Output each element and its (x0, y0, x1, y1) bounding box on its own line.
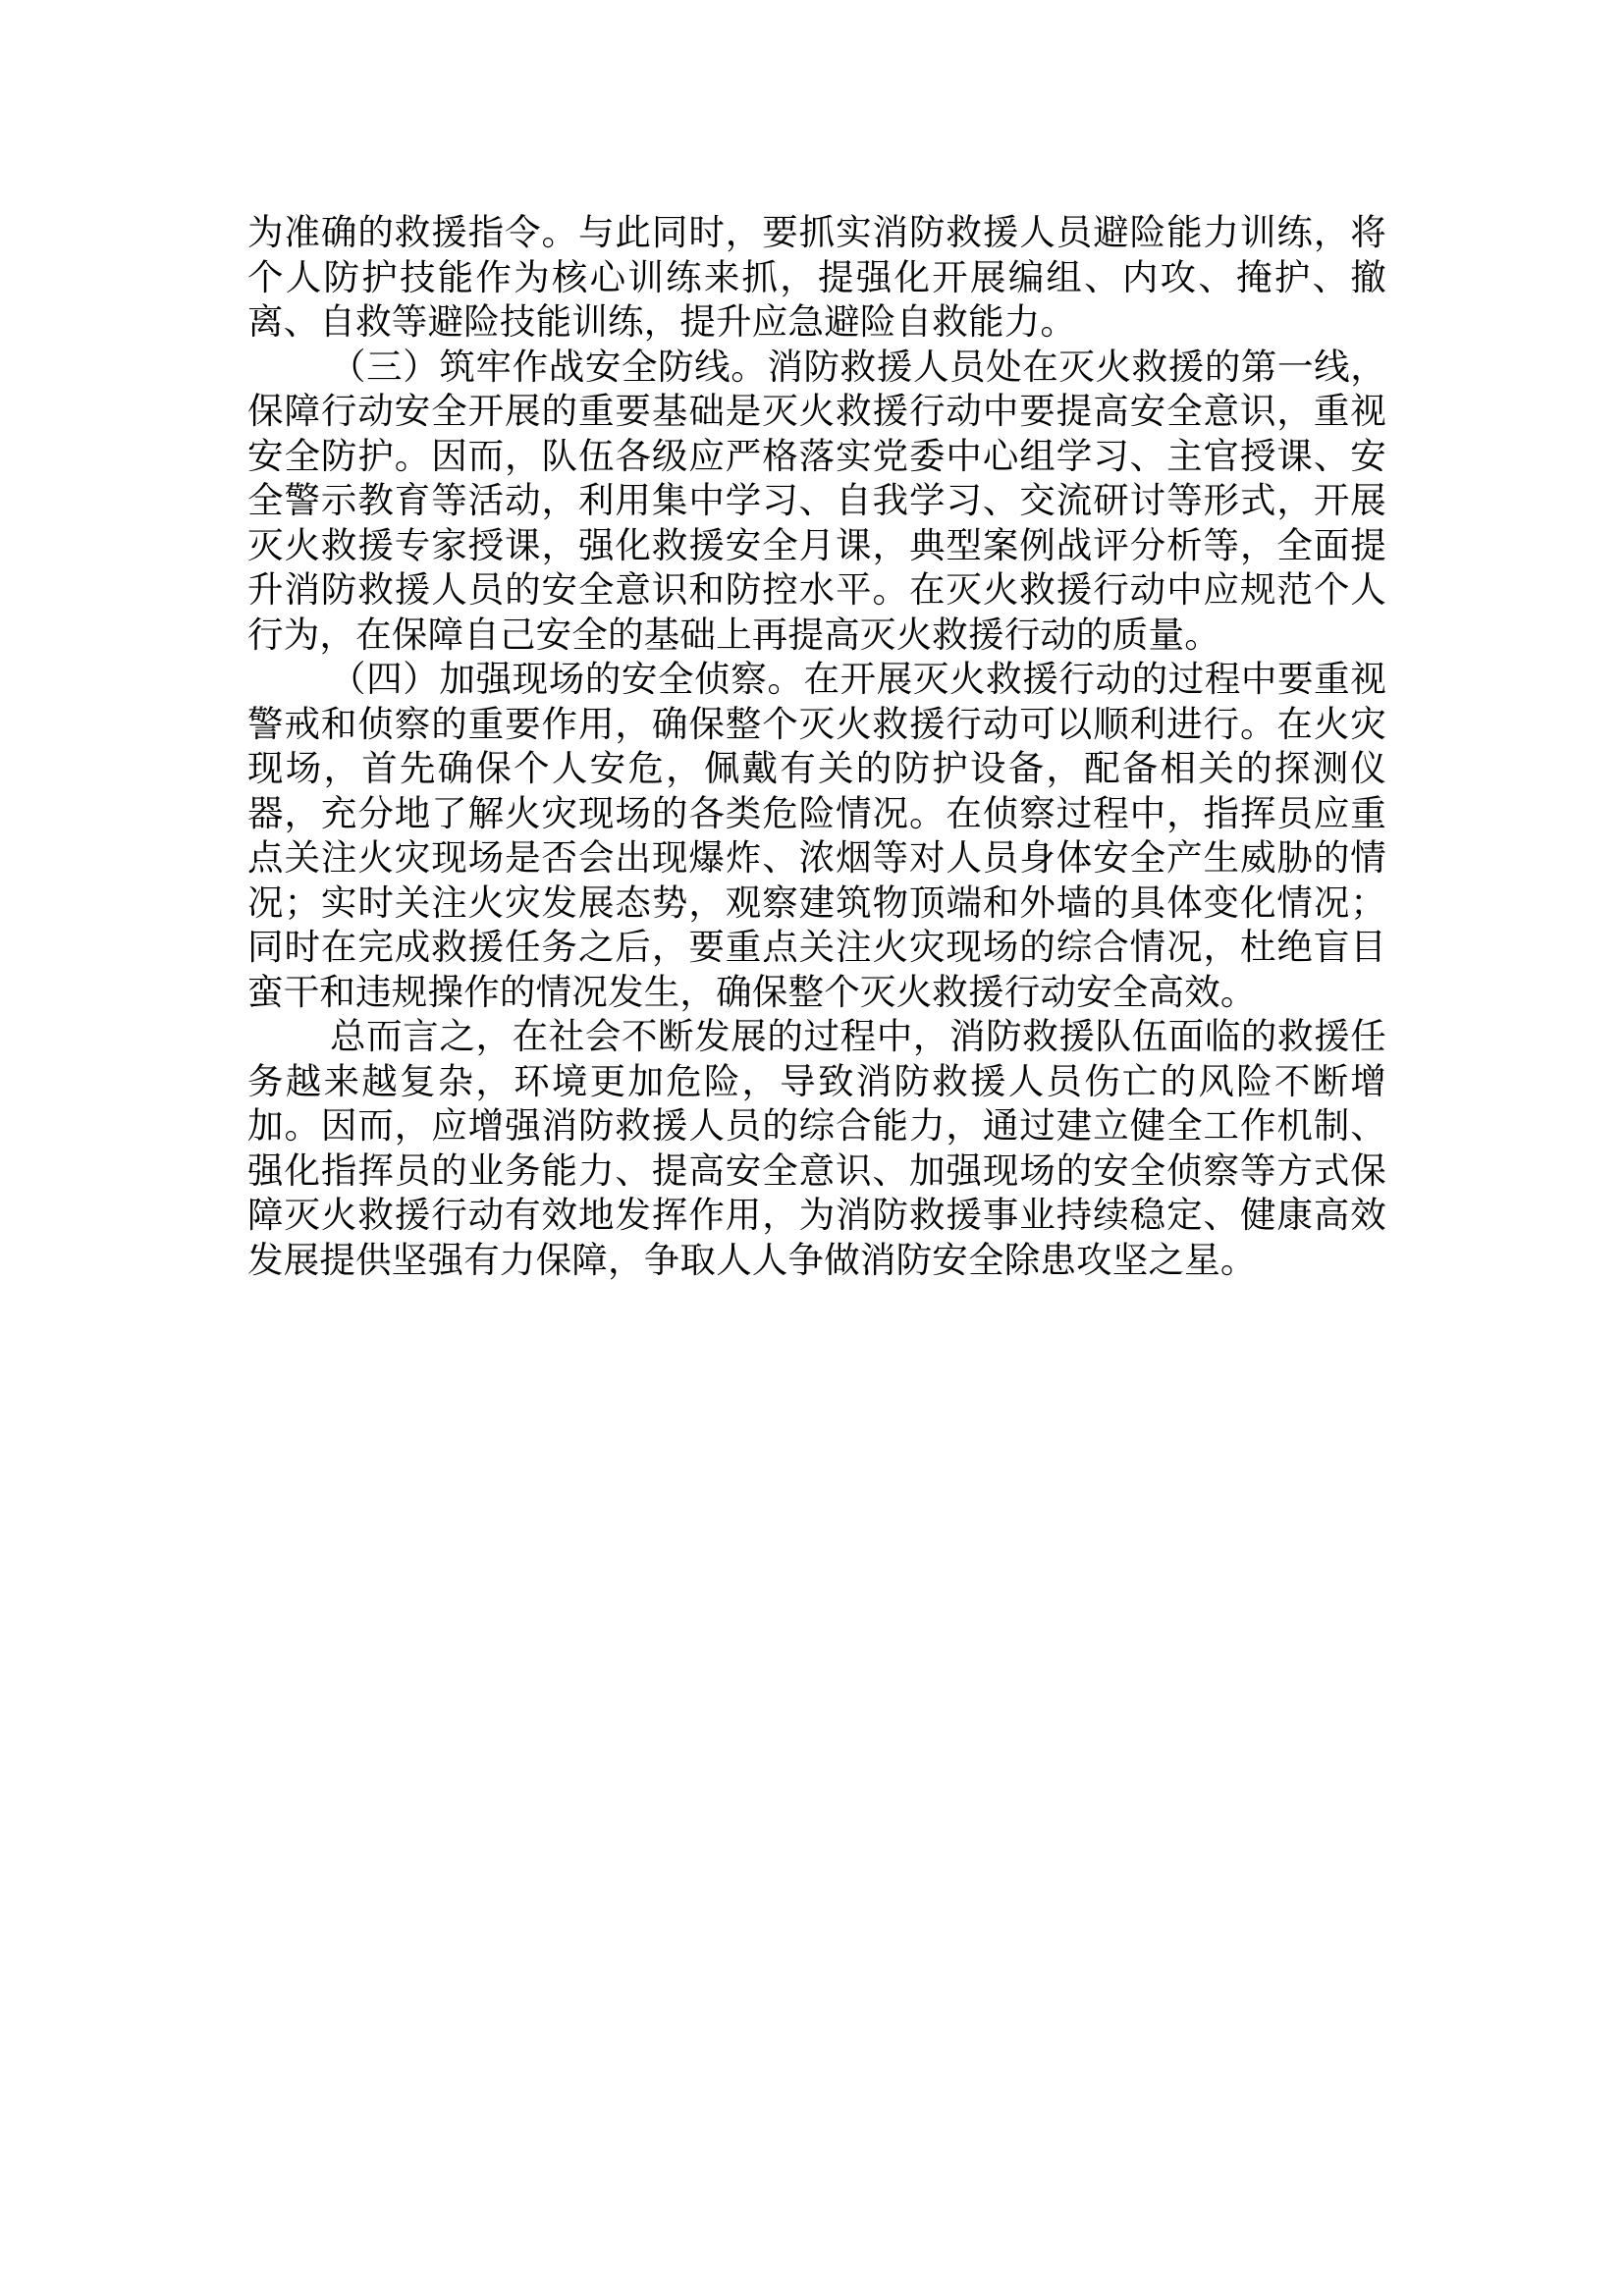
paragraph-section-four: （四）加强现场的安全侦察。在开展灭火救援行动的过程中要重视警戒和侦察的重要作用，确保整个灭火救援行动可以顺利进行。在火灾现场，首先确保个人安危，佩戴有关的防护设备，配备相关的探测仪器，充分地了解火灾现场的各类危险情况。在侦察过程中，指挥员应重点关注火灾现场是否会出现爆炸、浓烟等对人员身体安全产生威胁的情况；实时关注火灾发展态势，观察建筑物顶端和外墙的具体变化情况；同时在完成救援任务之后，要重点关注火灾现场的综合情况，杜绝盲目蛮干和违规操作的情况发生，确保整个灭火救援行动安全高效。 (247, 658, 1386, 1013)
paragraph-continuation: 为准确的救援指令。与此同时，要抓实消防救援人员避险能力训练，将个人防护技能作为核心训练来抓，提强化开展编组、内攻、掩护、撤离、自救等避险技能训练，提升应急避险自救能力。 (247, 211, 1386, 343)
paragraph-section-three: （三）筑牢作战安全防线。消防救援人员处在灭火救援的第一线，保障行动安全开展的重要基础是灭火救援行动中要提高安全意识，重视安全防护。因而，队伍各级应严格落实党委中心组学习、主官授课、安全警示教育等活动，利用集中学习、自我学习、交流研讨等形式，开展灭火救援专家授课，强化救援安全月课，典型案例战评分析等，全面提升消防救援人员的安全意识和防控水平。在灭火救援行动中应规范个人行为，在保障自己安全的基础上再提高灭火救援行动的质量。 (247, 345, 1386, 656)
document-body (247, 210, 1386, 1282)
paragraph-conclusion: 总而言之，在社会不断发展的过程中，消防救援队伍面临的救援任务越来越复杂，环境更加危险，导致消防救援人员伤亡的风险不断增加。因而，应增强消防救援人员的综合能力，通过建立健全工作机制、强化指挥员的业务能力、提高安全意识、加强现场的安全侦察等方式保障灭火救援行动有效地发挥作用，为消防救援事业持续稳定、健康高效发展提供坚强有力保障，争取人人争做消防安全除患攻坚之星。 (247, 1015, 1386, 1281)
